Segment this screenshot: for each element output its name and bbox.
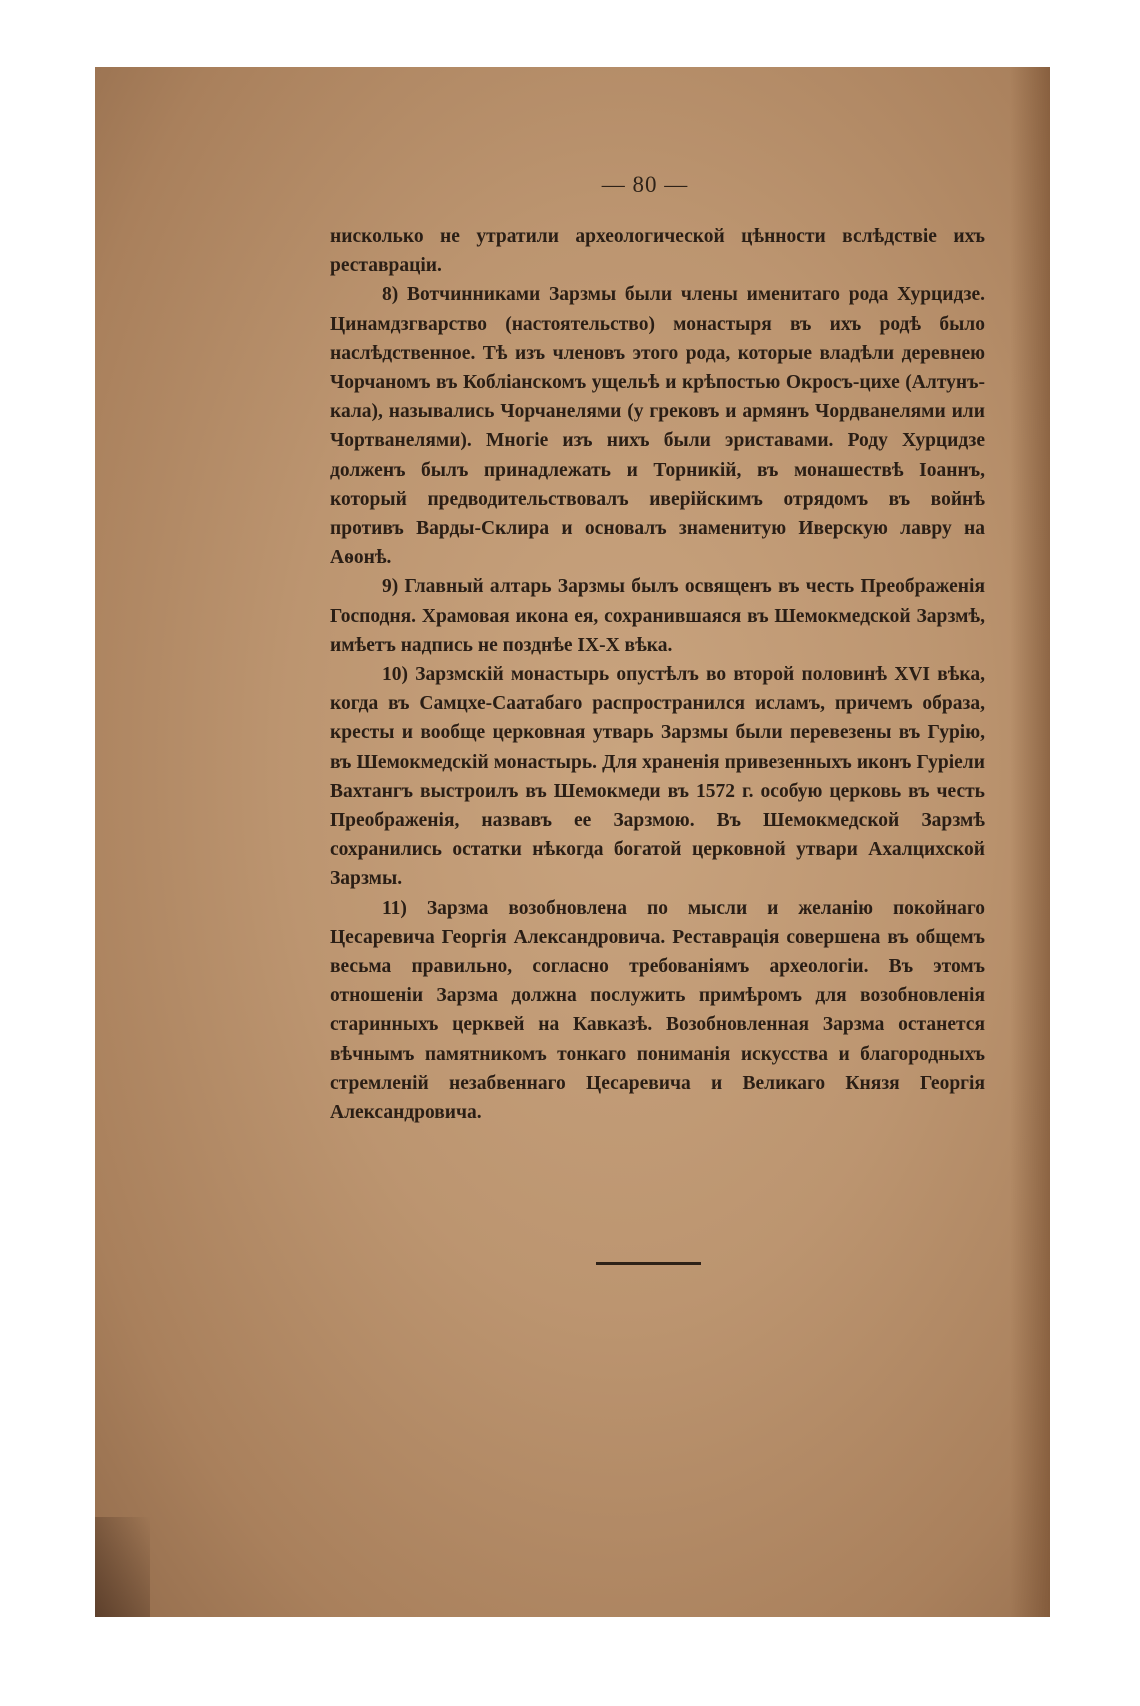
paragraph-note-8: 8) Вотчинниками Зарзмы были члены именитаго рода Хурцидзе. Цинамдзгварство (настоятельство) монастыря въ ихъ родѣ было наслѣдственное. Тѣ изъ членовъ этого рода, которые владѣли деревнею Чорчаномъ въ Кобліанскомъ ущельѣ и крѣпостью Окросъ-цихе (Алтунъ-кала), назывались Чорчанелями (у грековъ и армянъ Чордванелями или Чортванелями). Многіе изъ нихъ были эриставами. Роду Хурцидзе долженъ былъ принадлежать и Торникій, въ монашествѣ Іоаннъ, который предводительствовалъ иверійскимъ отрядомъ въ войнѣ противъ Варды-Склира и основалъ знаменитую Иверскую лавру на Аѳонѣ. <box>330 284 985 569</box>
paragraph-note-11: 11) Зарзма возобновлена по мысли и желанію покойнаго Цесаревича Георгія Александровича. Реставрація совершена въ общемъ весьма правильно, согласно требованіямъ археологіи. Въ этомъ отношеніи Зарзма должна послужить примѣромъ для возобновленія старинныхъ церквей на Кавказѣ. Возобновленная Зарзма останется вѣчнымъ памятникомъ тонкаго пониманія искусства и благородныхъ стремленій незабвеннаго Цесаревича и Великаго Князя Георгія Александровича. <box>330 897 985 1124</box>
paragraph-continuation: нисколько не утратили археологической цѣнности вслѣдствіе ихъ реставраціи. <box>330 226 985 277</box>
paragraph-note-9: 9) Главный алтарь Зарзмы былъ освященъ въ честь Преображенія Господня. Храмовая икона ея, сохранившаяся въ Шемокмедской Зарзмѣ, имѣетъ надпись не позднѣе IX-X вѣка. <box>330 576 985 656</box>
page-number: — 80 — <box>601 172 689 197</box>
paragraph-note-10: 10) Зарзмскій монастырь опустѣлъ во второй половинѣ XVI вѣка, когда въ Самцхе-Саатабаго распространился исламъ, причемъ образа, кресты и вообще церковная утварь Зарзмы были перевезены въ Гурію, въ Шемокмедскій монастырь. Для храненія привезенныхъ иконъ Гуріели Вахтангъ выстроилъ въ Шемокмеди въ 1572 г. особую церковь въ честь Преображенія, назвавъ ее Зарзмою. Въ Шемокмедской Зарзмѣ сохранились остатки нѣкогда богатой церковной утвари Ахалцихской Зарзмы. <box>330 664 985 890</box>
body-text <box>330 222 985 1127</box>
closing-divider <box>596 1262 701 1265</box>
